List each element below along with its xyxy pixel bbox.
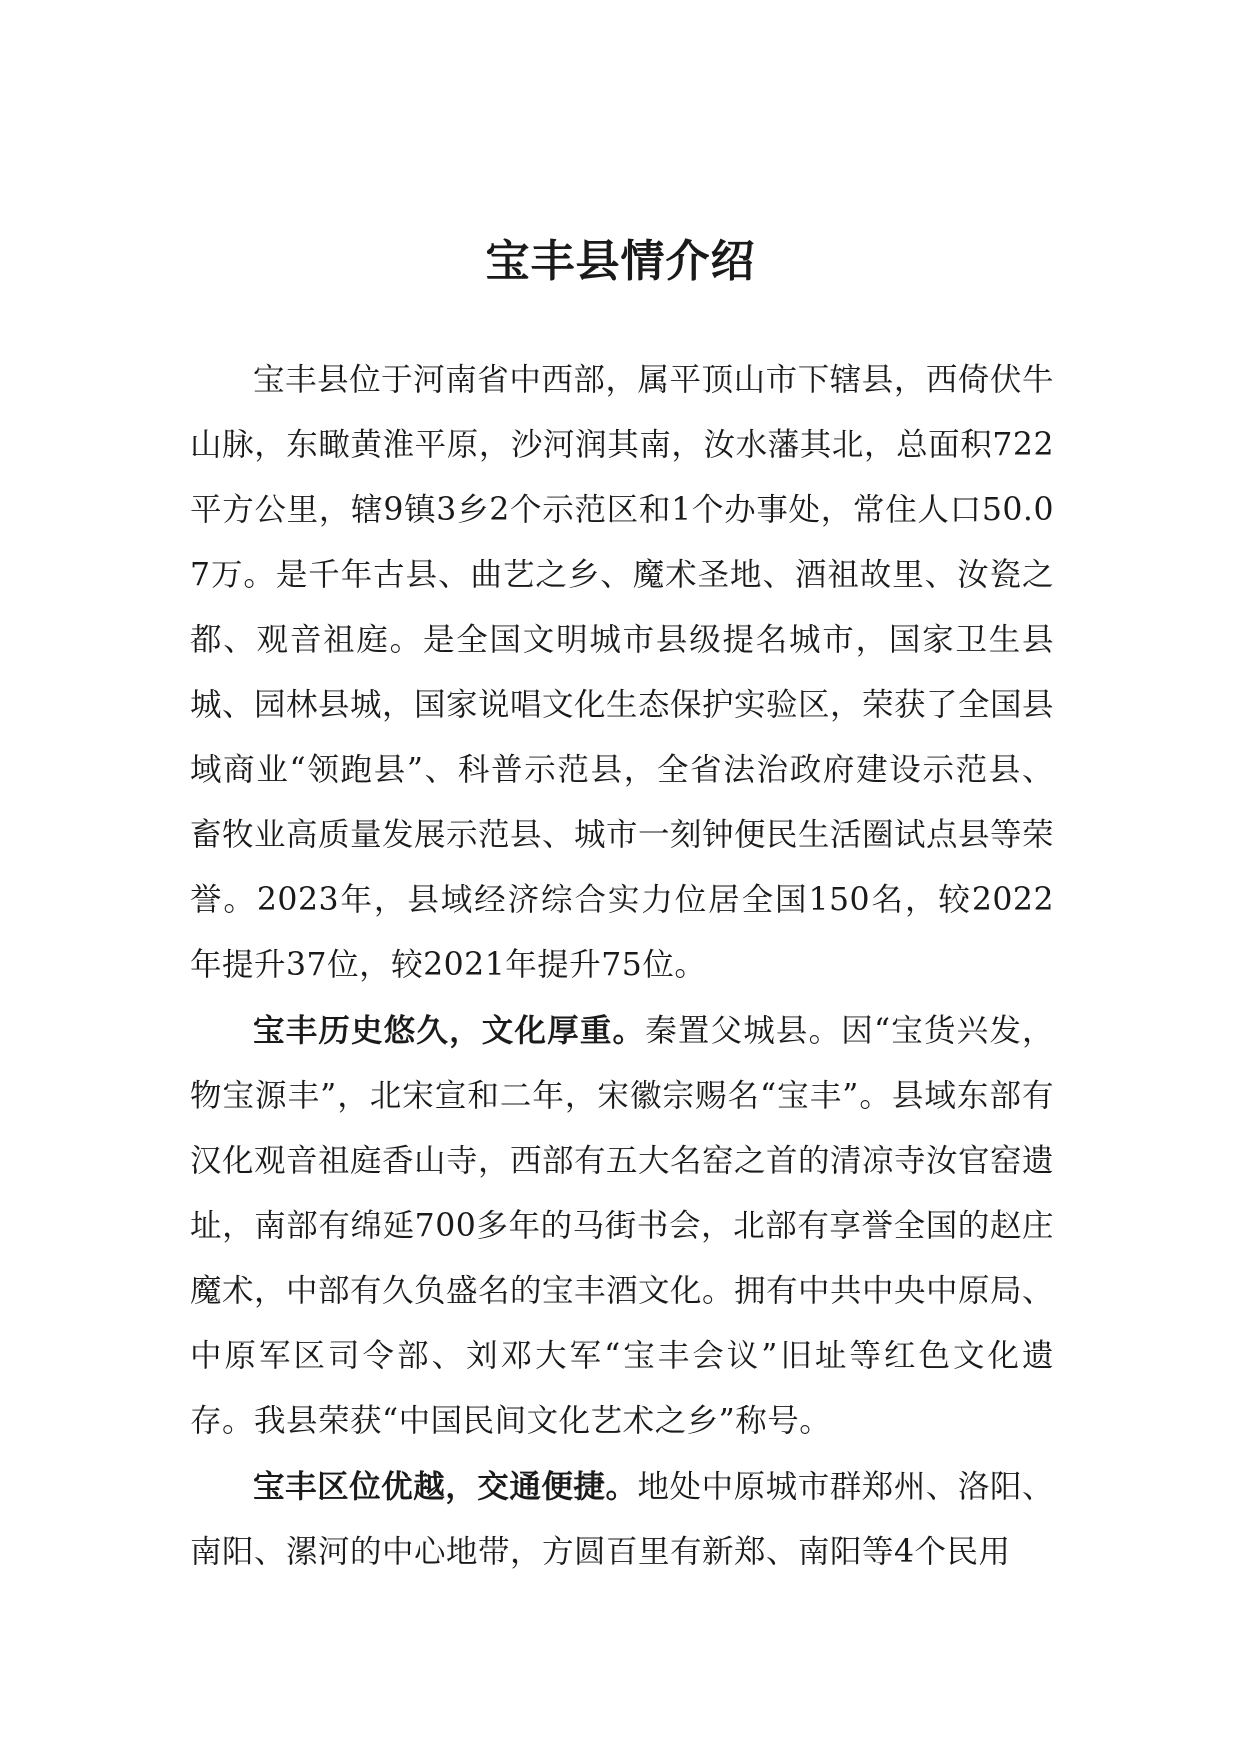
paragraph-location-text: 地处中原城市群郑州、洛阳、南阳、漯河的中心地带，方圆百里有新郑、南阳等4个民用 [190, 1469, 1054, 1570]
body-text [190, 348, 1054, 1585]
paragraph-overview-text: 宝丰县位于河南省中西部，属平顶山市下辖县，西倚伏牛山脉，东瞰黄淮平原，沙河润其南，汝水藩其北，总面积722平方公里，辖9镇3乡2个示范区和1个办事处，常住人口50.07万。是千年古县、曲艺之乡、魔术圣地、酒祖故里、汝瓷之都、观音祖庭。是全国文明城市县级提名城市，国家卫生县城、园林县城，国家说唱文化生态保护实验区，荣获了全国县域商业“领跑县”、科普示范县，全省法治政府建设示范县、畜牧业高质量发展示范县、城市一刻钟便民生活圈试点县等荣誉。2023年，县域经济综合实力位居全国150名，较2022年提升37位，较2021年提升75位。 [190, 362, 1055, 983]
paragraph-history-text: 秦置父城县。因“宝货兴发，物宝源丰”，北宋宣和二年，宋徽宗赐名“宝丰”。县域东部有汉化观音祖庭香山寺，西部有五大名窑之首的清凉寺汝官窑遗址，南部有绵延700多年的马街书会，北部有享誉全国的赵庄魔术，中部有久负盛名的宝丰酒文化。拥有中共中央中原局、中原军区司令部、刘邓大军“宝丰会议”旧址等红色文化遗存。我县荣获“中国民间文化艺术之乡”称号。 [190, 1013, 1055, 1439]
paragraph-history [190, 998, 1054, 1454]
page-title: 宝丰县情介绍 [485, 236, 756, 287]
paragraph-history-lead: 宝丰历史悠久，文化厚重。 [253, 1012, 646, 1049]
paragraph-location [190, 1454, 1054, 1585]
paragraph-location-lead: 宝丰区位优越，交通便捷。 [253, 1468, 638, 1505]
paragraph-overview [190, 348, 1054, 998]
